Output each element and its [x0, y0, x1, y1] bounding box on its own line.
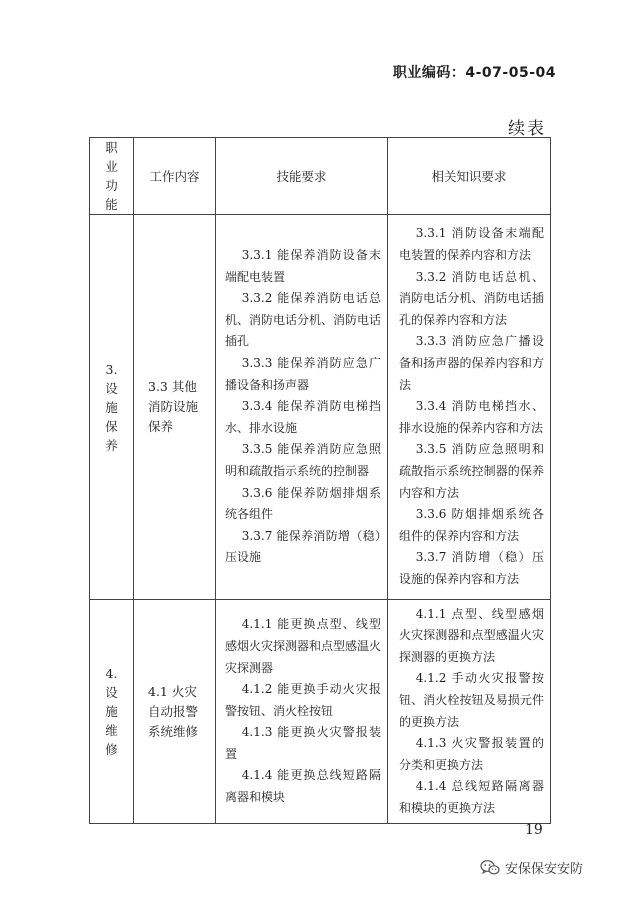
function-cell: [90, 215, 134, 600]
knowledge-item: 3.3.3 消防应急广播设备和扬声器的保养内容和方法: [399, 334, 544, 392]
knowledge-cell: [388, 215, 551, 600]
knowledge-item: 4.1.3 火灾警报装置的分类和更换方法: [399, 736, 544, 772]
function-number: 3.: [105, 361, 118, 377]
content-cell: [134, 215, 216, 600]
header-skills: 技能要求: [216, 138, 388, 215]
work-content: 4.1 火灾自动报警系统维修: [148, 683, 199, 739]
content-cell: [134, 600, 216, 824]
skill-item: 3.3.2 能保养消防电话总机、消防电话分机、消防电话插孔: [225, 291, 382, 349]
continued-label: 续表: [508, 119, 546, 139]
function-name: 设施保养: [105, 380, 118, 453]
table-row: [90, 215, 551, 600]
knowledge-item: 4.1.4 总线短路隔离器和模块的更换方法: [399, 779, 544, 815]
knowledge-item: 4.1.1 点型、线型感烟火灾探测器和点型感温火灾探测器的更换方法: [399, 606, 544, 664]
table-header-row: [90, 138, 551, 215]
footer-brand: [480, 858, 583, 877]
skill-item: 3.3.6 能保养防烟排烟系统各组件: [225, 485, 381, 522]
knowledge-item: 3.3.5 消防应急照明和疏散指示系统控制器的保养内容和方法: [399, 442, 544, 500]
skill-item: 4.1.1 能更换点型、线型感烟火灾探测器和点型感温火灾探测器: [225, 617, 382, 675]
skill-item: 4.1.3 能更换火灾警报装置: [225, 725, 381, 761]
knowledge-item: 3.3.7 消防增（稳）压设施的保养内容和方法: [399, 550, 544, 586]
page-number: 19: [525, 822, 543, 838]
knowledge-item: 3.3.1 消防设备末端配电装置的保养内容和方法: [399, 226, 544, 263]
skill-item: 4.1.4 能更换总线短路隔离器和模块: [225, 768, 381, 805]
knowledge-item: 4.1.2 手动火灾报警按钮、消火栓按钮及易损元件的更换方法: [399, 671, 544, 729]
skill-item: 3.3.1 能保养消防设备末端配电装置: [225, 248, 381, 284]
skills-cell: [216, 215, 388, 600]
header-content: 工作内容: [134, 138, 216, 215]
function-number: 4.: [105, 666, 118, 681]
wechat-icon: [480, 859, 500, 876]
brand-name: 安保保安安防: [505, 862, 584, 877]
skill-item: 4.1.2 能更换手动火灾报警按钮、消火栓按钮: [225, 682, 381, 718]
knowledge-item: 3.3.2 消防电话总机、消防电话分机、消防电话插孔的保养内容和方法: [399, 269, 544, 327]
table-row: [90, 600, 551, 824]
work-content: 3.3 其他消防设施保养: [148, 379, 199, 434]
knowledge-item: 3.3.4 消防电梯挡水、排水设施的保养内容和方法: [399, 399, 544, 435]
function-name: 设施维修: [105, 685, 118, 757]
header-knowledge: 相关知识要求: [388, 138, 551, 215]
function-cell: [90, 600, 134, 824]
knowledge-item: 3.3.6 防烟排烟系统各组件的保养内容和方法: [399, 507, 544, 543]
skill-item: 3.3.7 能保养消防增（稳）压设施: [225, 528, 381, 565]
skill-item: 3.3.3 能保养消防应急广播设备和扬声器: [225, 356, 381, 392]
skills-cell: [216, 600, 388, 824]
occupation-code: 职业编码：4-07-05-04: [392, 65, 556, 81]
knowledge-cell: [388, 600, 551, 824]
skill-item: 3.3.5 能保养消防应急照明和疏散指示系统的控制器: [225, 442, 381, 478]
skill-item: 3.3.4 能保养消防电梯挡水、排水设施: [225, 399, 381, 435]
header-function: 职业功能: [90, 138, 134, 215]
requirements-table: [89, 137, 551, 824]
